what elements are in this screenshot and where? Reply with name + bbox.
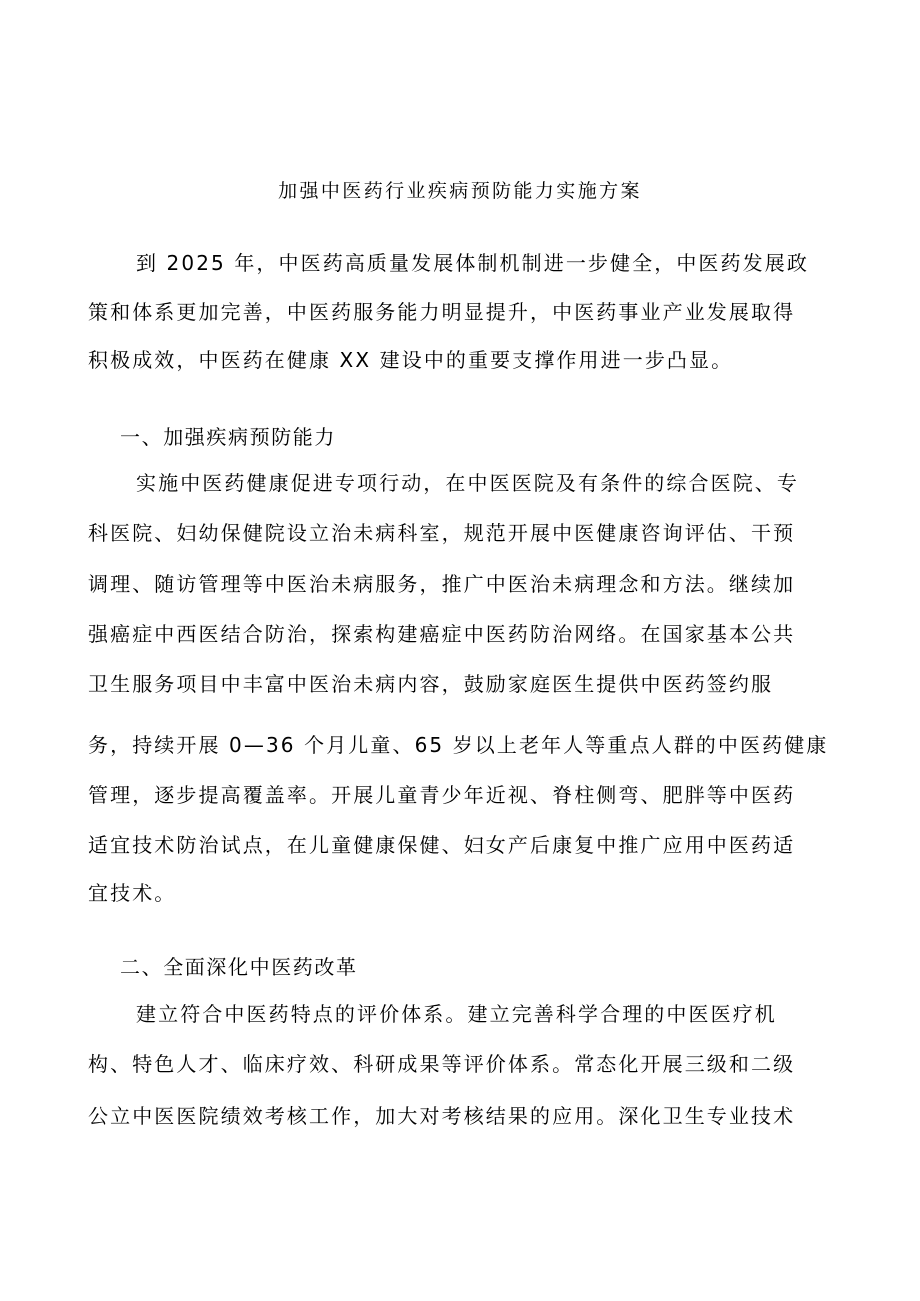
paragraph-line: 公立中医医院绩效考核工作，加大对考核结果的应用。深化卫生专业技术 xyxy=(88,1104,796,1128)
paragraph-line: 构、特色人才、临床疗效、科研成果等评价体系。常态化开展三级和二级 xyxy=(88,1052,796,1076)
intro-line: 到 2025 年，中医药高质量发展体制机制进一步健全，中医药发展政 xyxy=(136,251,809,275)
document-title: 加强中医药行业疾病预防能力实施方案 xyxy=(278,180,642,202)
section-heading: 二、全面深化中医药改革 xyxy=(120,955,358,979)
paragraph-line: 调理、随访管理等中医治未病服务，推广中医治未病理念和方法。继续加 xyxy=(88,572,796,596)
paragraph-line: 管理，逐步提高覆盖率。开展儿童青少年近视、脊柱侧弯、肥胖等中医药 xyxy=(88,783,796,807)
intro-line: 策和体系更加完善，中医药服务能力明显提升，中医药事业产业发展取得 xyxy=(88,300,796,324)
paragraph-line: 宜技术。 xyxy=(88,881,177,905)
paragraph-line: 适宜技术防治试点，在儿童健康保健、妇女产后康复中推广应用中医药适 xyxy=(88,833,796,857)
paragraph-line: 建立符合中医药特点的评价体系。建立完善科学合理的中医医疗机 xyxy=(136,1002,777,1026)
intro-line: 积极成效，中医药在健康 XX 建设中的重要支撑作用进一步凸显。 xyxy=(88,348,734,372)
paragraph-line: 实施中医药健康促进专项行动，在中医医院及有条件的综合医院、专 xyxy=(136,471,799,495)
paragraph-line: 务，持续开展 0—36 个月儿童、65 岁以上老年人等重点人群的中医药健康 xyxy=(88,733,829,757)
paragraph-line: 科医院、妇幼保健院设立治未病科室，规范开展中医健康咨询评估、干预 xyxy=(88,521,796,545)
paragraph-line: 强癌症中西医结合防治，探索构建癌症中医药防治网络。在国家基本公共 xyxy=(88,622,796,646)
section-heading: 一、加强疾病预防能力 xyxy=(120,425,336,449)
paragraph-line: 卫生服务项目中丰富中医治未病内容，鼓励家庭医生提供中医药签约服 xyxy=(88,672,774,696)
